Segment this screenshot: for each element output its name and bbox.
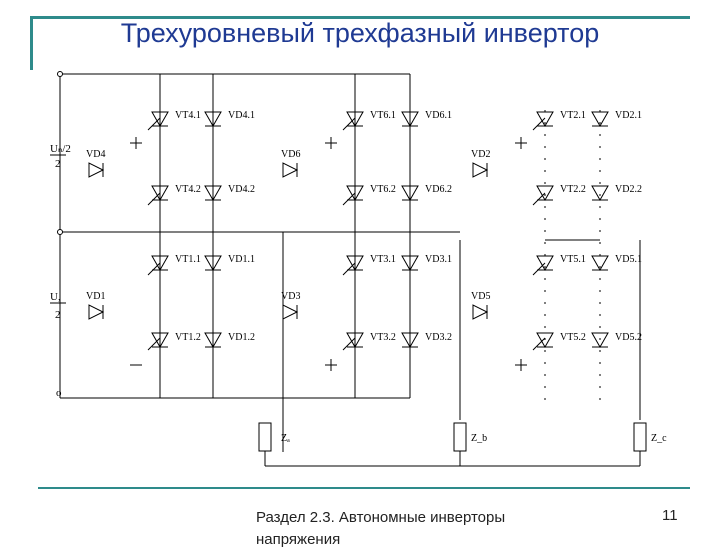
label-vd52: VD5.2	[615, 332, 642, 343]
lower-supply-denominator: 2	[55, 309, 61, 321]
label-vt61: VT6.1	[370, 110, 396, 121]
label-vt42: VT4.2	[175, 184, 201, 195]
page-number: 11	[662, 507, 678, 524]
label-vt62: VT6.2	[370, 184, 396, 195]
clamp-diode-vd3	[283, 305, 297, 319]
label-vt41: VT4.1	[175, 110, 201, 121]
label-vd12: VD1.2	[228, 332, 255, 343]
footer-divider	[38, 487, 690, 489]
label-vd1: VD1	[86, 291, 106, 302]
upper-supply-label: Uₙ/2	[50, 143, 71, 155]
label-vd3: VD3	[281, 291, 301, 302]
label-vd21: VD2.1	[615, 110, 642, 121]
label-vd32: VD3.2	[425, 332, 452, 343]
clamp-diode-vd5	[473, 305, 487, 319]
label-vt11: VT1.1	[175, 254, 201, 265]
label-zc: Z_c	[651, 433, 667, 444]
clamp-diode-vd6	[283, 163, 297, 177]
load-za	[259, 423, 271, 451]
label-vt22: VT2.2	[560, 184, 586, 195]
load-zb	[454, 423, 466, 451]
label-vd51: VD5.1	[615, 254, 642, 265]
slide-title: Трехуровневый трехфазный инвертор	[120, 18, 600, 48]
label-vd31: VD3.1	[425, 254, 452, 265]
footer-section-title: Раздел 2.3. Автономные инверторы напряжения	[256, 509, 506, 548]
label-vd11: VD1.1	[228, 254, 255, 265]
load-zc	[634, 423, 646, 451]
label-vd41: VD4.1	[228, 110, 255, 121]
label-vt31: VT3.1	[370, 254, 396, 265]
label-vd6: VD6	[281, 149, 301, 160]
positive-terminal	[58, 72, 63, 77]
clamp-diode-vd4	[89, 163, 103, 177]
label-vd4: VD4	[86, 149, 106, 160]
svg-text:2: 2	[55, 158, 61, 170]
label-vd42: VD4.2	[228, 184, 255, 195]
lower-supply-label: U,	[50, 291, 61, 303]
label-vt51: VT5.1	[560, 254, 586, 265]
clamp-diode-vd2	[473, 163, 487, 177]
label-zb: Z_b	[471, 433, 488, 444]
neutral-terminal	[58, 230, 63, 235]
label-vd5: VD5	[471, 291, 491, 302]
label-vd22: VD2.2	[615, 184, 642, 195]
label-vt21: VT2.1	[560, 110, 586, 121]
label-vd2: VD2	[471, 149, 491, 160]
label-vt32: VT3.2	[370, 332, 396, 343]
label-vd62: VD6.2	[425, 184, 452, 195]
label-vt52: VT5.2	[560, 332, 586, 343]
clamp-diode-vd1	[89, 305, 103, 319]
label-vd61: VD6.1	[425, 110, 452, 121]
bottom-terminal-label: o	[56, 387, 62, 399]
label-vt12: VT1.2	[175, 332, 201, 343]
label-za: Zₐ	[281, 433, 290, 444]
